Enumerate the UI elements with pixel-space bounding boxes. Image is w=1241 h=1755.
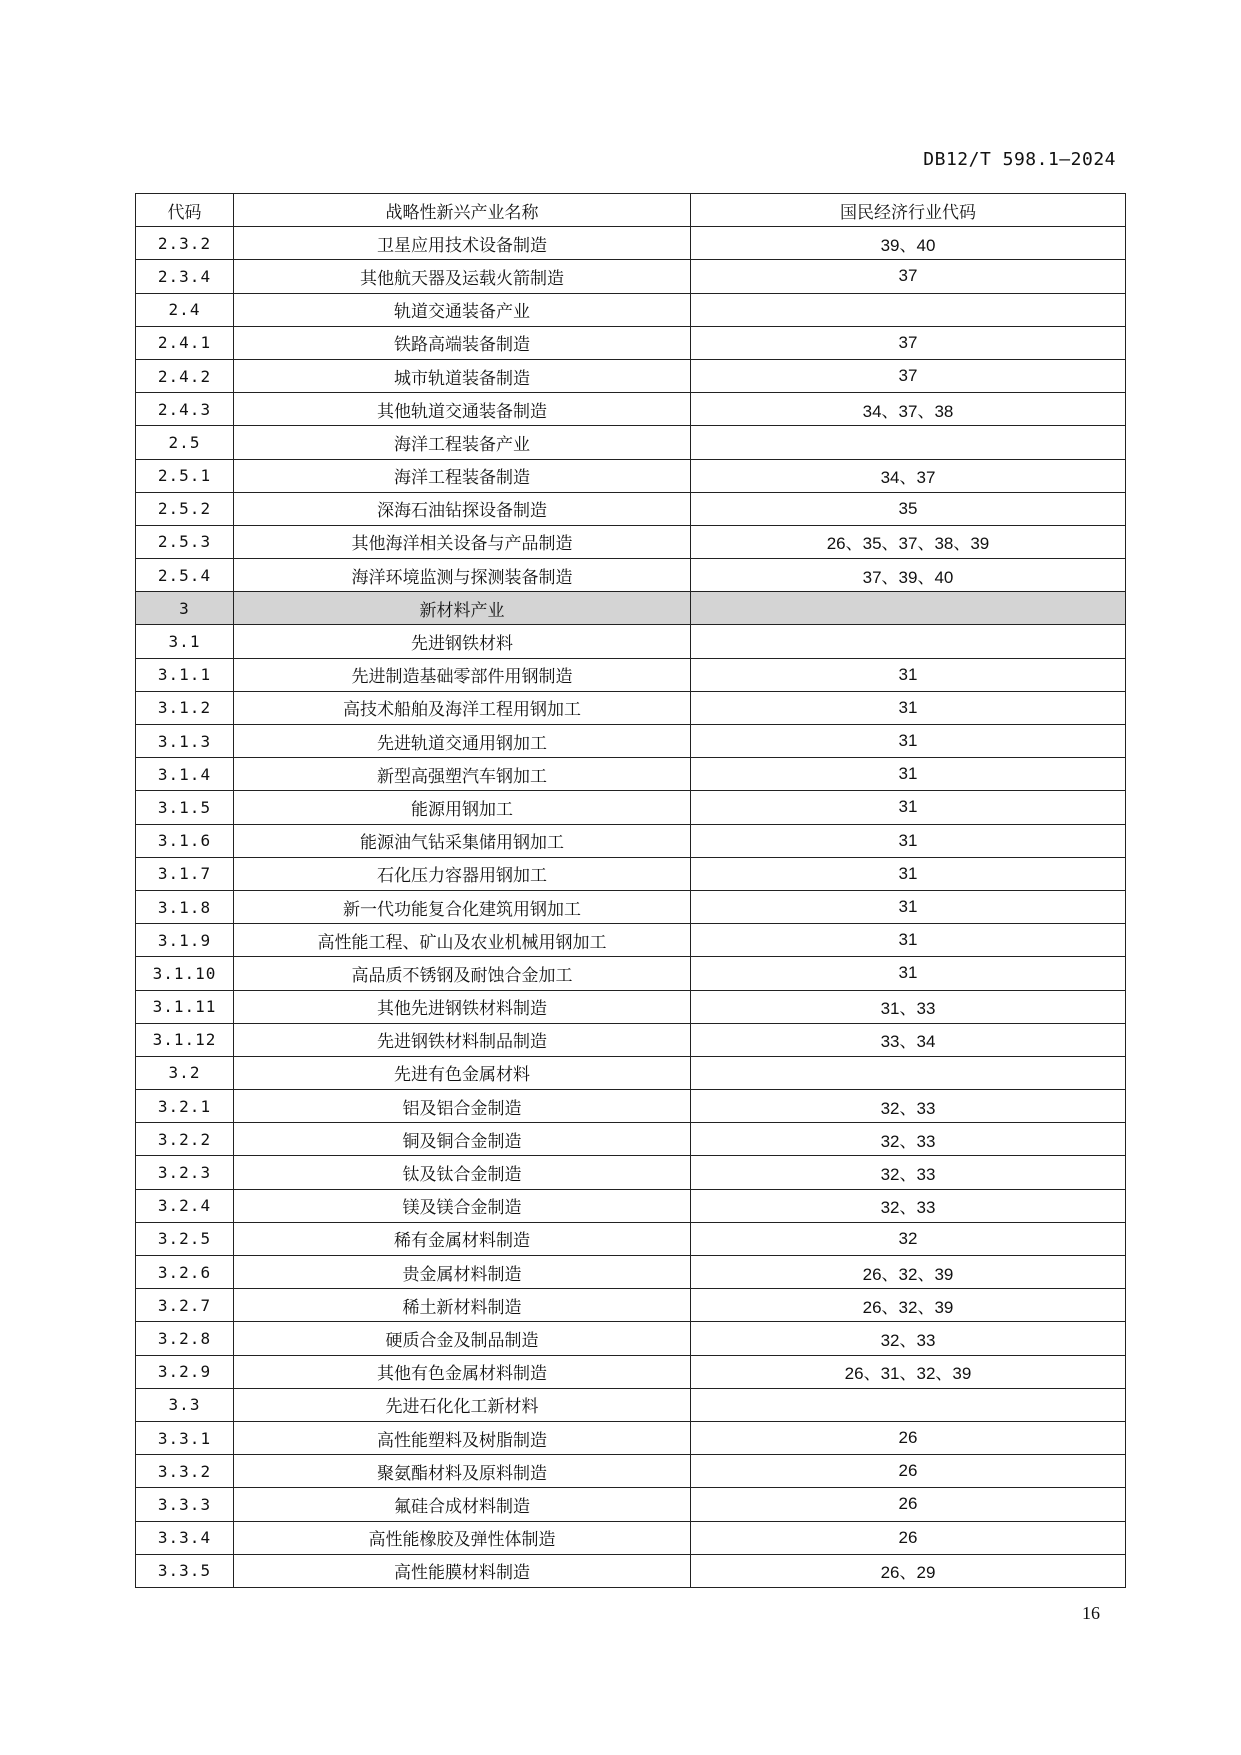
table-row [136, 791, 1126, 824]
industry-name-cell: 其他先进钢铁材料制造 [234, 990, 691, 1023]
industry-name-cell: 新材料产业 [234, 592, 691, 625]
standard-number: DB12/T 598.1—2024 [923, 149, 1116, 170]
nec-code-cell [691, 625, 1126, 658]
industry-name-cell: 先进制造基础零部件用钢制造 [234, 658, 691, 691]
code-cell: 2.5.4 [136, 559, 234, 592]
industry-name-cell: 贵金属材料制造 [234, 1256, 691, 1289]
nec-code-cell: 31 [691, 691, 1126, 724]
industry-name-cell: 氟硅合成材料制造 [234, 1488, 691, 1521]
industry-name-cell: 高性能工程、矿山及农业机械用钢加工 [234, 924, 691, 957]
table-row [136, 625, 1126, 658]
code-cell: 2.4.2 [136, 359, 234, 392]
code-cell: 3.1.5 [136, 791, 234, 824]
industry-code-table [135, 193, 1126, 1588]
table-row [136, 359, 1126, 392]
table-row [136, 260, 1126, 293]
page-number: 16 [1082, 1603, 1100, 1623]
table-row [136, 1388, 1126, 1421]
table-row [136, 924, 1126, 957]
table-row [136, 1488, 1126, 1521]
code-cell: 3.1.3 [136, 725, 234, 758]
nec-code-cell: 26、29 [691, 1554, 1126, 1587]
table-row [136, 1521, 1126, 1554]
table-row [136, 1222, 1126, 1255]
table-header-row [136, 194, 1126, 227]
table-row [136, 525, 1126, 558]
table-row [136, 1322, 1126, 1355]
code-cell: 3.3.4 [136, 1521, 234, 1554]
industry-name-cell: 铜及铜合金制造 [234, 1123, 691, 1156]
table-row [136, 1156, 1126, 1189]
code-cell: 2.4.3 [136, 393, 234, 426]
code-cell: 3.1.12 [136, 1023, 234, 1056]
nec-code-cell: 32、33 [691, 1123, 1126, 1156]
industry-name-cell: 硬质合金及制品制造 [234, 1322, 691, 1355]
industry-name-cell: 城市轨道装备制造 [234, 359, 691, 392]
industry-name-cell: 钛及钛合金制造 [234, 1156, 691, 1189]
industry-name-cell: 能源油气钻采集储用钢加工 [234, 824, 691, 857]
table-row [136, 1123, 1126, 1156]
nec-code-cell: 35 [691, 492, 1126, 525]
nec-code-cell: 32 [691, 1222, 1126, 1255]
industry-name-cell: 高品质不锈钢及耐蚀合金加工 [234, 957, 691, 990]
table-row [136, 824, 1126, 857]
code-cell: 3.1.9 [136, 924, 234, 957]
table-row [136, 492, 1126, 525]
code-cell: 3.2.8 [136, 1322, 234, 1355]
nec-code-cell: 32、33 [691, 1156, 1126, 1189]
nec-code-cell: 31 [691, 857, 1126, 890]
table-row [136, 1189, 1126, 1222]
industry-name-cell: 先进钢铁材料制品制造 [234, 1023, 691, 1056]
code-cell: 3.1.10 [136, 957, 234, 990]
nec-code-cell: 31 [691, 890, 1126, 923]
nec-code-cell [691, 1056, 1126, 1089]
nec-code-cell: 26 [691, 1455, 1126, 1488]
nec-code-cell: 32、33 [691, 1090, 1126, 1123]
code-cell: 3.2.9 [136, 1355, 234, 1388]
table-row [136, 592, 1126, 625]
code-cell: 3.1 [136, 625, 234, 658]
code-cell: 3.1.8 [136, 890, 234, 923]
code-cell: 2.5.2 [136, 492, 234, 525]
code-cell: 3.2.5 [136, 1222, 234, 1255]
nec-code-cell: 39、40 [691, 227, 1126, 260]
table-row [136, 459, 1126, 492]
nec-code-cell: 33、34 [691, 1023, 1126, 1056]
industry-name-cell: 先进轨道交通用钢加工 [234, 725, 691, 758]
industry-name-cell: 新一代功能复合化建筑用钢加工 [234, 890, 691, 923]
nec-code-cell: 26 [691, 1521, 1126, 1554]
code-cell: 3.1.1 [136, 658, 234, 691]
table-row [136, 758, 1126, 791]
code-cell: 2.4 [136, 293, 234, 326]
industry-name-cell: 新型高强塑汽车钢加工 [234, 758, 691, 791]
nec-code-cell: 31、33 [691, 990, 1126, 1023]
nec-code-cell: 31 [691, 791, 1126, 824]
industry-name-cell: 稀有金属材料制造 [234, 1222, 691, 1255]
nec-code-cell: 26 [691, 1488, 1126, 1521]
nec-code-cell: 34、37 [691, 459, 1126, 492]
nec-code-cell: 31 [691, 725, 1126, 758]
code-cell: 2.5.3 [136, 525, 234, 558]
table-row [136, 691, 1126, 724]
code-cell: 2.3.4 [136, 260, 234, 293]
code-cell: 3.1.2 [136, 691, 234, 724]
table-row [136, 1455, 1126, 1488]
industry-name-cell: 其他轨道交通装备制造 [234, 393, 691, 426]
table-row [136, 393, 1126, 426]
code-cell: 3.1.7 [136, 857, 234, 890]
industry-name-cell: 高性能橡胶及弹性体制造 [234, 1521, 691, 1554]
nec-code-cell: 31 [691, 758, 1126, 791]
code-cell: 3.2.2 [136, 1123, 234, 1156]
code-cell: 3.3 [136, 1388, 234, 1421]
code-cell: 3.2.3 [136, 1156, 234, 1189]
column-header-nec-code: 国民经济行业代码 [691, 194, 1126, 227]
table-row [136, 1023, 1126, 1056]
table-row [136, 1355, 1126, 1388]
nec-code-cell: 32、33 [691, 1322, 1126, 1355]
nec-code-cell: 37 [691, 359, 1126, 392]
industry-name-cell: 海洋工程装备产业 [234, 426, 691, 459]
industry-name-cell: 其他有色金属材料制造 [234, 1355, 691, 1388]
table-row [136, 227, 1126, 260]
industry-name-cell: 石化压力容器用钢加工 [234, 857, 691, 890]
industry-name-cell: 高性能塑料及树脂制造 [234, 1421, 691, 1454]
code-cell: 3.2.4 [136, 1189, 234, 1222]
code-cell: 3.2 [136, 1056, 234, 1089]
code-cell: 3.3.5 [136, 1554, 234, 1587]
table-row [136, 1421, 1126, 1454]
industry-name-cell: 轨道交通装备产业 [234, 293, 691, 326]
table-row [136, 326, 1126, 359]
industry-name-cell: 先进石化化工新材料 [234, 1388, 691, 1421]
table-row [136, 857, 1126, 890]
code-cell: 3.3.1 [136, 1421, 234, 1454]
code-cell: 3.1.11 [136, 990, 234, 1023]
nec-code-cell: 26、35、37、38、39 [691, 525, 1126, 558]
nec-code-cell: 34、37、38 [691, 393, 1126, 426]
industry-name-cell: 先进有色金属材料 [234, 1056, 691, 1089]
table-row [136, 990, 1126, 1023]
code-cell: 2.5.1 [136, 459, 234, 492]
nec-code-cell [691, 293, 1126, 326]
industry-name-cell: 其他海洋相关设备与产品制造 [234, 525, 691, 558]
table-row [136, 1289, 1126, 1322]
industry-name-cell: 其他航天器及运载火箭制造 [234, 260, 691, 293]
nec-code-cell: 26 [691, 1421, 1126, 1454]
table-row [136, 890, 1126, 923]
table-body [136, 227, 1126, 1588]
industry-name-cell: 铝及铝合金制造 [234, 1090, 691, 1123]
column-header-code: 代码 [136, 194, 234, 227]
nec-code-cell [691, 1388, 1126, 1421]
industry-name-cell: 能源用钢加工 [234, 791, 691, 824]
industry-name-cell: 卫星应用技术设备制造 [234, 227, 691, 260]
nec-code-cell: 31 [691, 658, 1126, 691]
code-cell: 3.2.1 [136, 1090, 234, 1123]
nec-code-cell: 32、33 [691, 1189, 1126, 1222]
code-cell: 2.3.2 [136, 227, 234, 260]
nec-code-cell: 31 [691, 957, 1126, 990]
industry-name-cell: 稀土新材料制造 [234, 1289, 691, 1322]
table-row [136, 1256, 1126, 1289]
industry-name-cell: 海洋环境监测与探测装备制造 [234, 559, 691, 592]
code-cell: 3.3.2 [136, 1455, 234, 1488]
industry-name-cell: 高技术船舶及海洋工程用钢加工 [234, 691, 691, 724]
code-cell: 3.2.7 [136, 1289, 234, 1322]
code-cell: 3.2.6 [136, 1256, 234, 1289]
table-row [136, 1090, 1126, 1123]
industry-name-cell: 聚氨酯材料及原料制造 [234, 1455, 691, 1488]
nec-code-cell [691, 426, 1126, 459]
table-row [136, 426, 1126, 459]
industry-name-cell: 深海石油钻探设备制造 [234, 492, 691, 525]
industry-name-cell: 海洋工程装备制造 [234, 459, 691, 492]
nec-code-cell: 26、31、32、39 [691, 1355, 1126, 1388]
nec-code-cell: 26、32、39 [691, 1256, 1126, 1289]
code-cell: 2.4.1 [136, 326, 234, 359]
industry-name-cell: 镁及镁合金制造 [234, 1189, 691, 1222]
table-row [136, 658, 1126, 691]
industry-name-cell: 铁路高端装备制造 [234, 326, 691, 359]
industry-name-cell: 先进钢铁材料 [234, 625, 691, 658]
code-cell: 3.3.3 [136, 1488, 234, 1521]
table-row [136, 293, 1126, 326]
table-row [136, 725, 1126, 758]
code-cell: 3 [136, 592, 234, 625]
nec-code-cell [691, 592, 1126, 625]
code-cell: 3.1.6 [136, 824, 234, 857]
table-row [136, 957, 1126, 990]
nec-code-cell: 31 [691, 824, 1126, 857]
industry-name-cell: 高性能膜材料制造 [234, 1554, 691, 1587]
table-row [136, 1554, 1126, 1587]
code-cell: 2.5 [136, 426, 234, 459]
nec-code-cell: 37 [691, 326, 1126, 359]
nec-code-cell: 31 [691, 924, 1126, 957]
nec-code-cell: 37、39、40 [691, 559, 1126, 592]
column-header-industry-name: 战略性新兴产业名称 [234, 194, 691, 227]
nec-code-cell: 26、32、39 [691, 1289, 1126, 1322]
table-row [136, 559, 1126, 592]
table-row [136, 1056, 1126, 1089]
nec-code-cell: 37 [691, 260, 1126, 293]
code-cell: 3.1.4 [136, 758, 234, 791]
